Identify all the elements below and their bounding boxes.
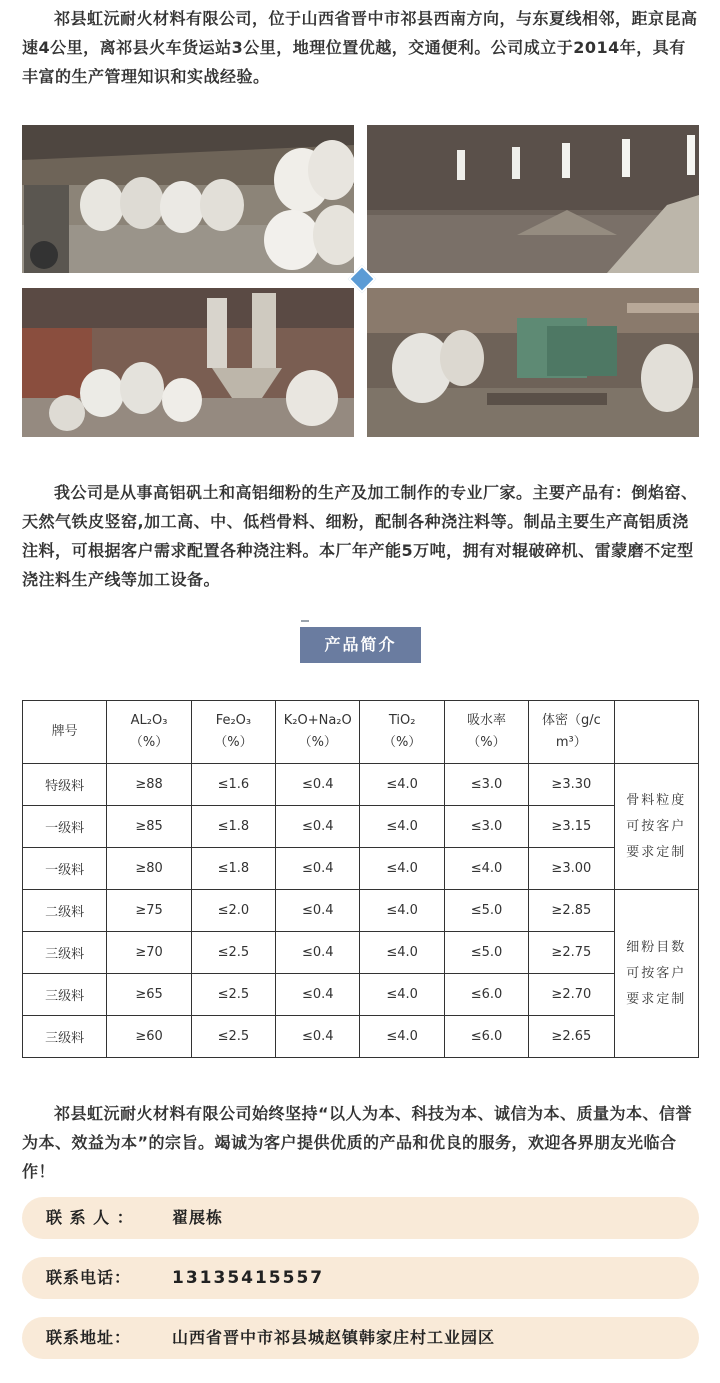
contact-phone-bar[interactable] <box>22 1257 699 1299</box>
spec-value-cell: ≤0.4 <box>276 1016 360 1058</box>
spec-value-cell: ≤3.0 <box>444 764 528 806</box>
spec-value-cell: ≤4.0 <box>360 764 444 806</box>
spec-value-cell: ≥70 <box>107 932 191 974</box>
spec-value-cell: ≤2.0 <box>191 890 275 932</box>
contact-person-bar <box>22 1197 699 1239</box>
table-row <box>23 848 699 890</box>
contact-phone-value[interactable]: 13135415557 <box>172 1268 325 1288</box>
header-al2o3: AL₂O₃ （%） <box>107 701 191 764</box>
note-line: 细粉目数 <box>626 939 687 955</box>
spec-value-cell: ≥75 <box>107 890 191 932</box>
spec-value-cell: ≥65 <box>107 974 191 1016</box>
spec-value-cell: ≤2.5 <box>191 932 275 974</box>
spec-value-cell: ≤3.0 <box>444 806 528 848</box>
spec-value-cell: ≥2.65 <box>529 1016 614 1058</box>
header-alkali: K₂O+Na₂O （%） <box>276 701 360 764</box>
note-line: 骨料粒度 <box>626 792 687 808</box>
note-line: 可按客户 <box>626 965 687 981</box>
contact-address-bar <box>22 1317 699 1359</box>
spec-value-cell: ≤5.0 <box>444 932 528 974</box>
production-line-photo <box>367 288 699 437</box>
section-heading-block <box>0 615 720 675</box>
grade-cell: 三级料 <box>23 1016 107 1058</box>
spec-value-cell: ≥80 <box>107 848 191 890</box>
spec-value-cell: ≤0.4 <box>276 764 360 806</box>
contact-person-value: 翟展栋 <box>172 1208 224 1227</box>
spec-value-cell: ≤4.0 <box>360 932 444 974</box>
table-row <box>23 932 699 974</box>
note-line: 要求定制 <box>626 844 687 860</box>
warehouse-bags-photo <box>22 125 354 273</box>
spec-value-cell: ≥2.75 <box>529 932 614 974</box>
spec-value-cell: ≤5.0 <box>444 890 528 932</box>
header-notes <box>614 701 698 764</box>
company-description-paragraph: 我公司是从事高铝矾土和高铝细粉的生产及加工制作的专业厂家。主要产品有：倒焰窑、天然气铁皮竖窑,加工高、中、低档骨料、细粉，配制各种浇注料等。制品主要生产高铝质浇注料，可根据客户需求配置各种浇注料。本厂年产能5万吨，拥有对辊破碎机、雷蒙磨不定型浇注料生产线等加工设备。 <box>22 483 698 589</box>
header-water-absorption: 吸水率 （%） <box>444 701 528 764</box>
spec-value-cell: ≥2.70 <box>529 974 614 1016</box>
spec-value-cell: ≤0.4 <box>276 974 360 1016</box>
grinding-mill-photo <box>22 288 354 437</box>
spec-value-cell: ≤0.4 <box>276 890 360 932</box>
spec-value-cell: ≥3.15 <box>529 806 614 848</box>
note-line: 要求定制 <box>626 991 687 1007</box>
table-row <box>23 890 699 932</box>
raw-material-pile-photo <box>367 125 699 273</box>
contact-address-value: 山西省晋中市祁县城赵镇韩家庄村工业园区 <box>172 1328 496 1347</box>
product-intro-heading: 产品简介 <box>300 627 421 663</box>
product-spec-table <box>22 700 699 1058</box>
spec-value-cell: ≥85 <box>107 806 191 848</box>
header-fe2o3: Fe₂O₃ （%） <box>191 701 275 764</box>
table-row <box>23 974 699 1016</box>
grade-cell: 特级料 <box>23 764 107 806</box>
header-bulk-density: 体密（g/c m³） <box>529 701 614 764</box>
spec-value-cell: ≤0.4 <box>276 932 360 974</box>
table-row <box>23 764 699 806</box>
contact-phone-label: 联系电话： <box>46 1268 132 1287</box>
closing-paragraph: 祁县虹沅耐火材料有限公司始终坚持“以人为本、科技为本、诚信为本、质量为本、信誉为本、效益为本”的宗旨。竭诚为客户提供优质的产品和优良的服务，欢迎各界朋友光临合作！ <box>22 1104 693 1181</box>
note-line: 可按客户 <box>626 818 687 834</box>
spec-value-cell: ≤2.5 <box>191 974 275 1016</box>
spec-value-cell: ≥3.30 <box>529 764 614 806</box>
spec-value-cell: ≥88 <box>107 764 191 806</box>
spec-value-cell: ≥2.85 <box>529 890 614 932</box>
spec-value-cell: ≤0.4 <box>276 848 360 890</box>
heading-tick-decoration <box>301 620 309 622</box>
spec-value-cell: ≤6.0 <box>444 974 528 1016</box>
company-intro-paragraph: 祁县虹沅耐火材料有限公司，位于山西省晋中市祁县西南方向，与东夏线相邻，距京昆高速4公里，离祁县火车货运站3公里，地理位置优越，交通便利。公司成立于2014年，具有丰富的生产管理知识和实战经验。 <box>22 9 698 86</box>
factory-photo-grid <box>22 125 699 437</box>
aggregate-size-note <box>614 764 698 890</box>
grade-cell: 二级料 <box>23 890 107 932</box>
grade-cell: 一级料 <box>23 806 107 848</box>
spec-value-cell: ≤2.5 <box>191 1016 275 1058</box>
spec-value-cell: ≥60 <box>107 1016 191 1058</box>
header-tio2: TiO₂ （%） <box>360 701 444 764</box>
contact-person-label: 联 系 人 ： <box>46 1208 134 1227</box>
spec-value-cell: ≤4.0 <box>360 848 444 890</box>
spec-value-cell: ≤1.8 <box>191 806 275 848</box>
spec-value-cell: ≤4.0 <box>360 890 444 932</box>
spec-value-cell: ≤4.0 <box>360 1016 444 1058</box>
grade-cell: 三级料 <box>23 932 107 974</box>
table-row <box>23 806 699 848</box>
grade-cell: 三级料 <box>23 974 107 1016</box>
header-grade: 牌号 <box>23 701 107 764</box>
spec-value-cell: ≤4.0 <box>360 806 444 848</box>
spec-value-cell: ≤0.4 <box>276 806 360 848</box>
powder-mesh-note <box>614 890 698 1058</box>
spec-value-cell: ≤4.0 <box>444 848 528 890</box>
spec-value-cell: ≤4.0 <box>360 974 444 1016</box>
contact-address-label: 联系地址： <box>46 1328 132 1347</box>
spec-value-cell: ≥3.00 <box>529 848 614 890</box>
table-header-row <box>23 701 699 764</box>
spec-value-cell: ≤1.8 <box>191 848 275 890</box>
grade-cell: 一级料 <box>23 848 107 890</box>
table-row <box>23 1016 699 1058</box>
spec-value-cell: ≤6.0 <box>444 1016 528 1058</box>
spec-value-cell: ≤1.6 <box>191 764 275 806</box>
